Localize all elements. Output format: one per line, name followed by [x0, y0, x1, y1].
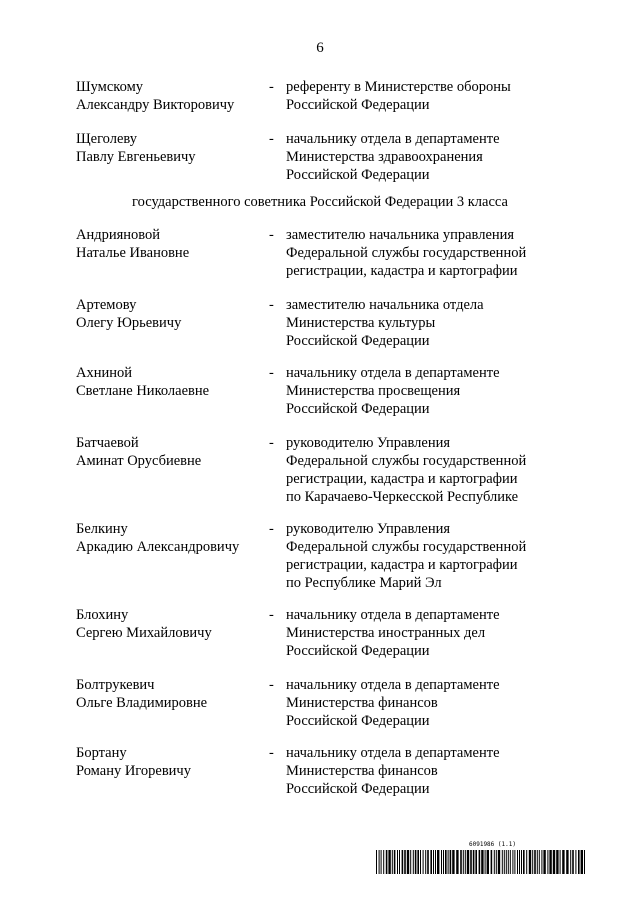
dash-separator: - [269, 607, 274, 623]
position-line: руководителю Управления [286, 435, 451, 451]
position-line: Министерства просвещения [286, 383, 461, 399]
position-line: Российской Федерации [286, 713, 430, 729]
dash-separator: - [269, 297, 274, 313]
position-title [286, 434, 556, 506]
dash-separator: - [269, 131, 274, 147]
name-line: Щеголеву [76, 131, 137, 147]
person-name [76, 676, 266, 712]
position-title [286, 520, 556, 592]
name-line: Ольге Владимировне [76, 695, 208, 711]
position-line: начальнику отдела в департаменте [286, 607, 500, 623]
person-name [76, 364, 266, 400]
position-line: Министерства финансов [286, 763, 438, 779]
dash-separator: - [269, 745, 274, 761]
name-line: Бортану [76, 745, 127, 761]
dash-separator: - [269, 79, 274, 95]
name-line: Роману Игоревичу [76, 763, 191, 779]
name-line: Артемову [76, 297, 137, 313]
name-line: Андрияновой [76, 227, 161, 243]
section-heading: государственного советника Российской Федерации 3 класса [132, 194, 508, 210]
name-line: Блохину [76, 607, 129, 623]
barcode-label: 6091986 (1.1) [469, 841, 516, 848]
position-line: Федеральной службы государственной [286, 539, 527, 555]
name-line: Болтрукевич [76, 677, 155, 693]
position-line: Российской Федерации [286, 333, 430, 349]
position-line: регистрации, кадастра и картографии [286, 471, 518, 487]
dash-separator: - [269, 365, 274, 381]
position-line: заместителю начальника управления [286, 227, 515, 243]
dash-separator: - [269, 677, 274, 693]
position-line: начальнику отдела в департаменте [286, 365, 500, 381]
person-name [76, 434, 266, 470]
person-name [76, 520, 266, 556]
dash-separator: - [269, 227, 274, 243]
position-line: референту в Министерстве обороны [286, 79, 511, 95]
name-line: Батчаевой [76, 435, 139, 451]
name-line: Александру Викторовичу [76, 97, 235, 113]
name-line: Аркадию Александровичу [76, 539, 240, 555]
position-line: начальнику отдела в департаменте [286, 677, 500, 693]
position-line: по Карачаево-Черкесской Республике [286, 489, 519, 505]
position-line: Федеральной службы государственной [286, 245, 527, 261]
position-line: Российской Федерации [286, 643, 430, 659]
person-name [76, 606, 266, 642]
person-name [76, 296, 266, 332]
position-title [286, 364, 556, 418]
position-title [286, 606, 556, 660]
position-line: заместителю начальника отдела [286, 297, 484, 313]
dash-separator: - [269, 435, 274, 451]
position-title [286, 676, 556, 730]
barcode-icon [376, 850, 586, 874]
position-line: Министерства финансов [286, 695, 438, 711]
dash-separator: - [269, 521, 274, 537]
position-line: Министерства здравоохранения [286, 149, 483, 165]
position-title [286, 744, 556, 798]
person-name [76, 744, 266, 780]
position-line: регистрации, кадастра и картографии [286, 557, 518, 573]
person-name [76, 130, 266, 166]
person-name [76, 226, 266, 262]
position-line: Министерства иностранных дел [286, 625, 486, 641]
position-line: Федеральной службы государственной [286, 453, 527, 469]
position-line: по Республике Марий Эл [286, 575, 442, 591]
position-line: Российской Федерации [286, 97, 430, 113]
name-line: Сергею Михайловичу [76, 625, 212, 641]
name-line: Шумскому [76, 79, 144, 95]
person-name [76, 78, 266, 114]
name-line: Наталье Ивановне [76, 245, 190, 261]
name-line: Павлу Евгеньевичу [76, 149, 196, 165]
position-line: Министерства культуры [286, 315, 436, 331]
position-line: Российской Федерации [286, 401, 430, 417]
position-line: руководителю Управления [286, 521, 451, 537]
position-line: начальнику отдела в департаменте [286, 745, 500, 761]
page-number: 6 [316, 40, 324, 56]
position-line: регистрации, кадастра и картографии [286, 263, 518, 279]
position-title [286, 130, 556, 184]
name-line: Олегу Юрьевичу [76, 315, 182, 331]
position-title [286, 226, 556, 280]
position-line: Российской Федерации [286, 781, 430, 797]
position-line: Российской Федерации [286, 167, 430, 183]
position-title [286, 296, 556, 350]
name-line: Аминат Орусбиевне [76, 453, 202, 469]
name-line: Светлане Николаевне [76, 383, 210, 399]
name-line: Ахниной [76, 365, 133, 381]
name-line: Белкину [76, 521, 128, 537]
position-line: начальнику отдела в департаменте [286, 131, 500, 147]
position-title [286, 78, 556, 114]
